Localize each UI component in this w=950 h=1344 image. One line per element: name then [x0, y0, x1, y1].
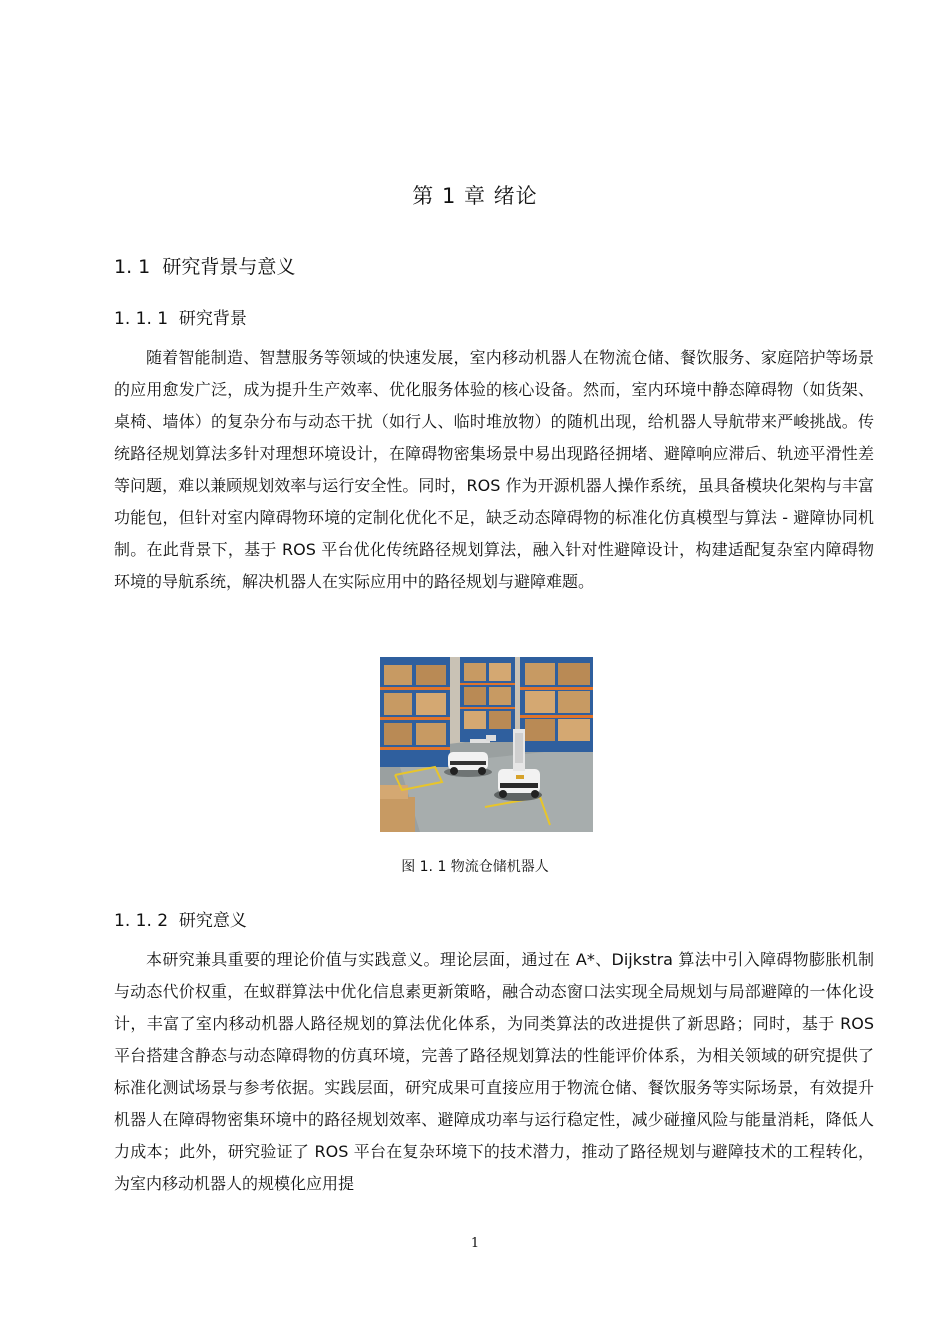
subsection-title: 研究意义 [178, 911, 247, 931]
significance-paragraph: 本研究兼具重要的理论价值与实践意义。理论层面，通过在 A*、Dijkstra 算法中引入障碍物膨胀机制与动态代价权重，在蚁群算法中优化信息素更新策略，融合动态窗口法实现全局规划与局部避障的一体化设计，丰富了室内移动机器人路径规划的算法优化体系，为同类算法的改进提供了新思路；同时，基于 ROS 平台搭建含静态与动态障碍物的仿真环境，完善了路径规划算法的性能评价体系，为相关领域的研究提供了标准化测试场景与参考依据。实践层面，研究成果可直接应用于物流仓储、餐饮服务等实际场景，有效提升机器人在障碍物密集环境中的路径规划效率、避障成功率与运行稳定性，减少碰撞风险与能量消耗，降低人力成本；此外，研究验证了 ROS 平台在复杂环境下的技术潜力，推动了路径规划与避障技术的工程转化，为室内移动机器人的规模化应用提 [114, 950, 874, 1193]
warehouse-robot-illustration [380, 657, 593, 832]
subsection-heading-significance [114, 906, 247, 931]
background-paragraph: 随着智能制造、智慧服务等领域的快速发展，室内移动机器人在物流仓储、餐饮服务、家庭陪护等场景的应用愈发广泛，成为提升生产效率、优化服务体验的核心设备。然而，室内环境中静态障碍物（如货架、桌椅、墙体）的复杂分布与动态干扰（如行人、临时堆放物）的随机出现，给机器人导航带来严峻挑战。传统路径规划算法多针对理想环境设计，在障碍物密集场景中易出现路径拥堵、避障响应滞后、轨迹平滑性差等问题，难以兼顾规划效率与运行安全性。同时，ROS 作为开源机器人操作系统，虽具备模块化架构与丰富功能包，但针对室内障碍物环境的定制化优化不足，缺乏动态障碍物的标准化仿真模型与算法 - 避障协同机制。在此背景下，基于 ROS 平台优化传统路径规划算法，融入针对性避障设计，构建适配复杂室内障碍物环境的导航系统，解决机器人在实际应用中的路径规划与避障难题。 [114, 348, 874, 591]
chapter-title: 第 1 章 绪论 [412, 184, 538, 208]
page-number: 1 [470, 1236, 480, 1251]
subsection-heading-background [114, 304, 247, 329]
subsection-title: 研究背景 [178, 309, 247, 329]
subsection-number: 1. 1. 2 [114, 911, 169, 931]
section-heading [114, 252, 295, 279]
section-title: 研究背景与意义 [162, 256, 296, 278]
warehouse-robot-figure [380, 657, 593, 832]
subsection-number: 1. 1. 1 [114, 309, 169, 329]
figure-caption: 图 1. 1 物流仓储机器人 [401, 859, 549, 875]
section-number: 1. 1 [114, 256, 151, 278]
